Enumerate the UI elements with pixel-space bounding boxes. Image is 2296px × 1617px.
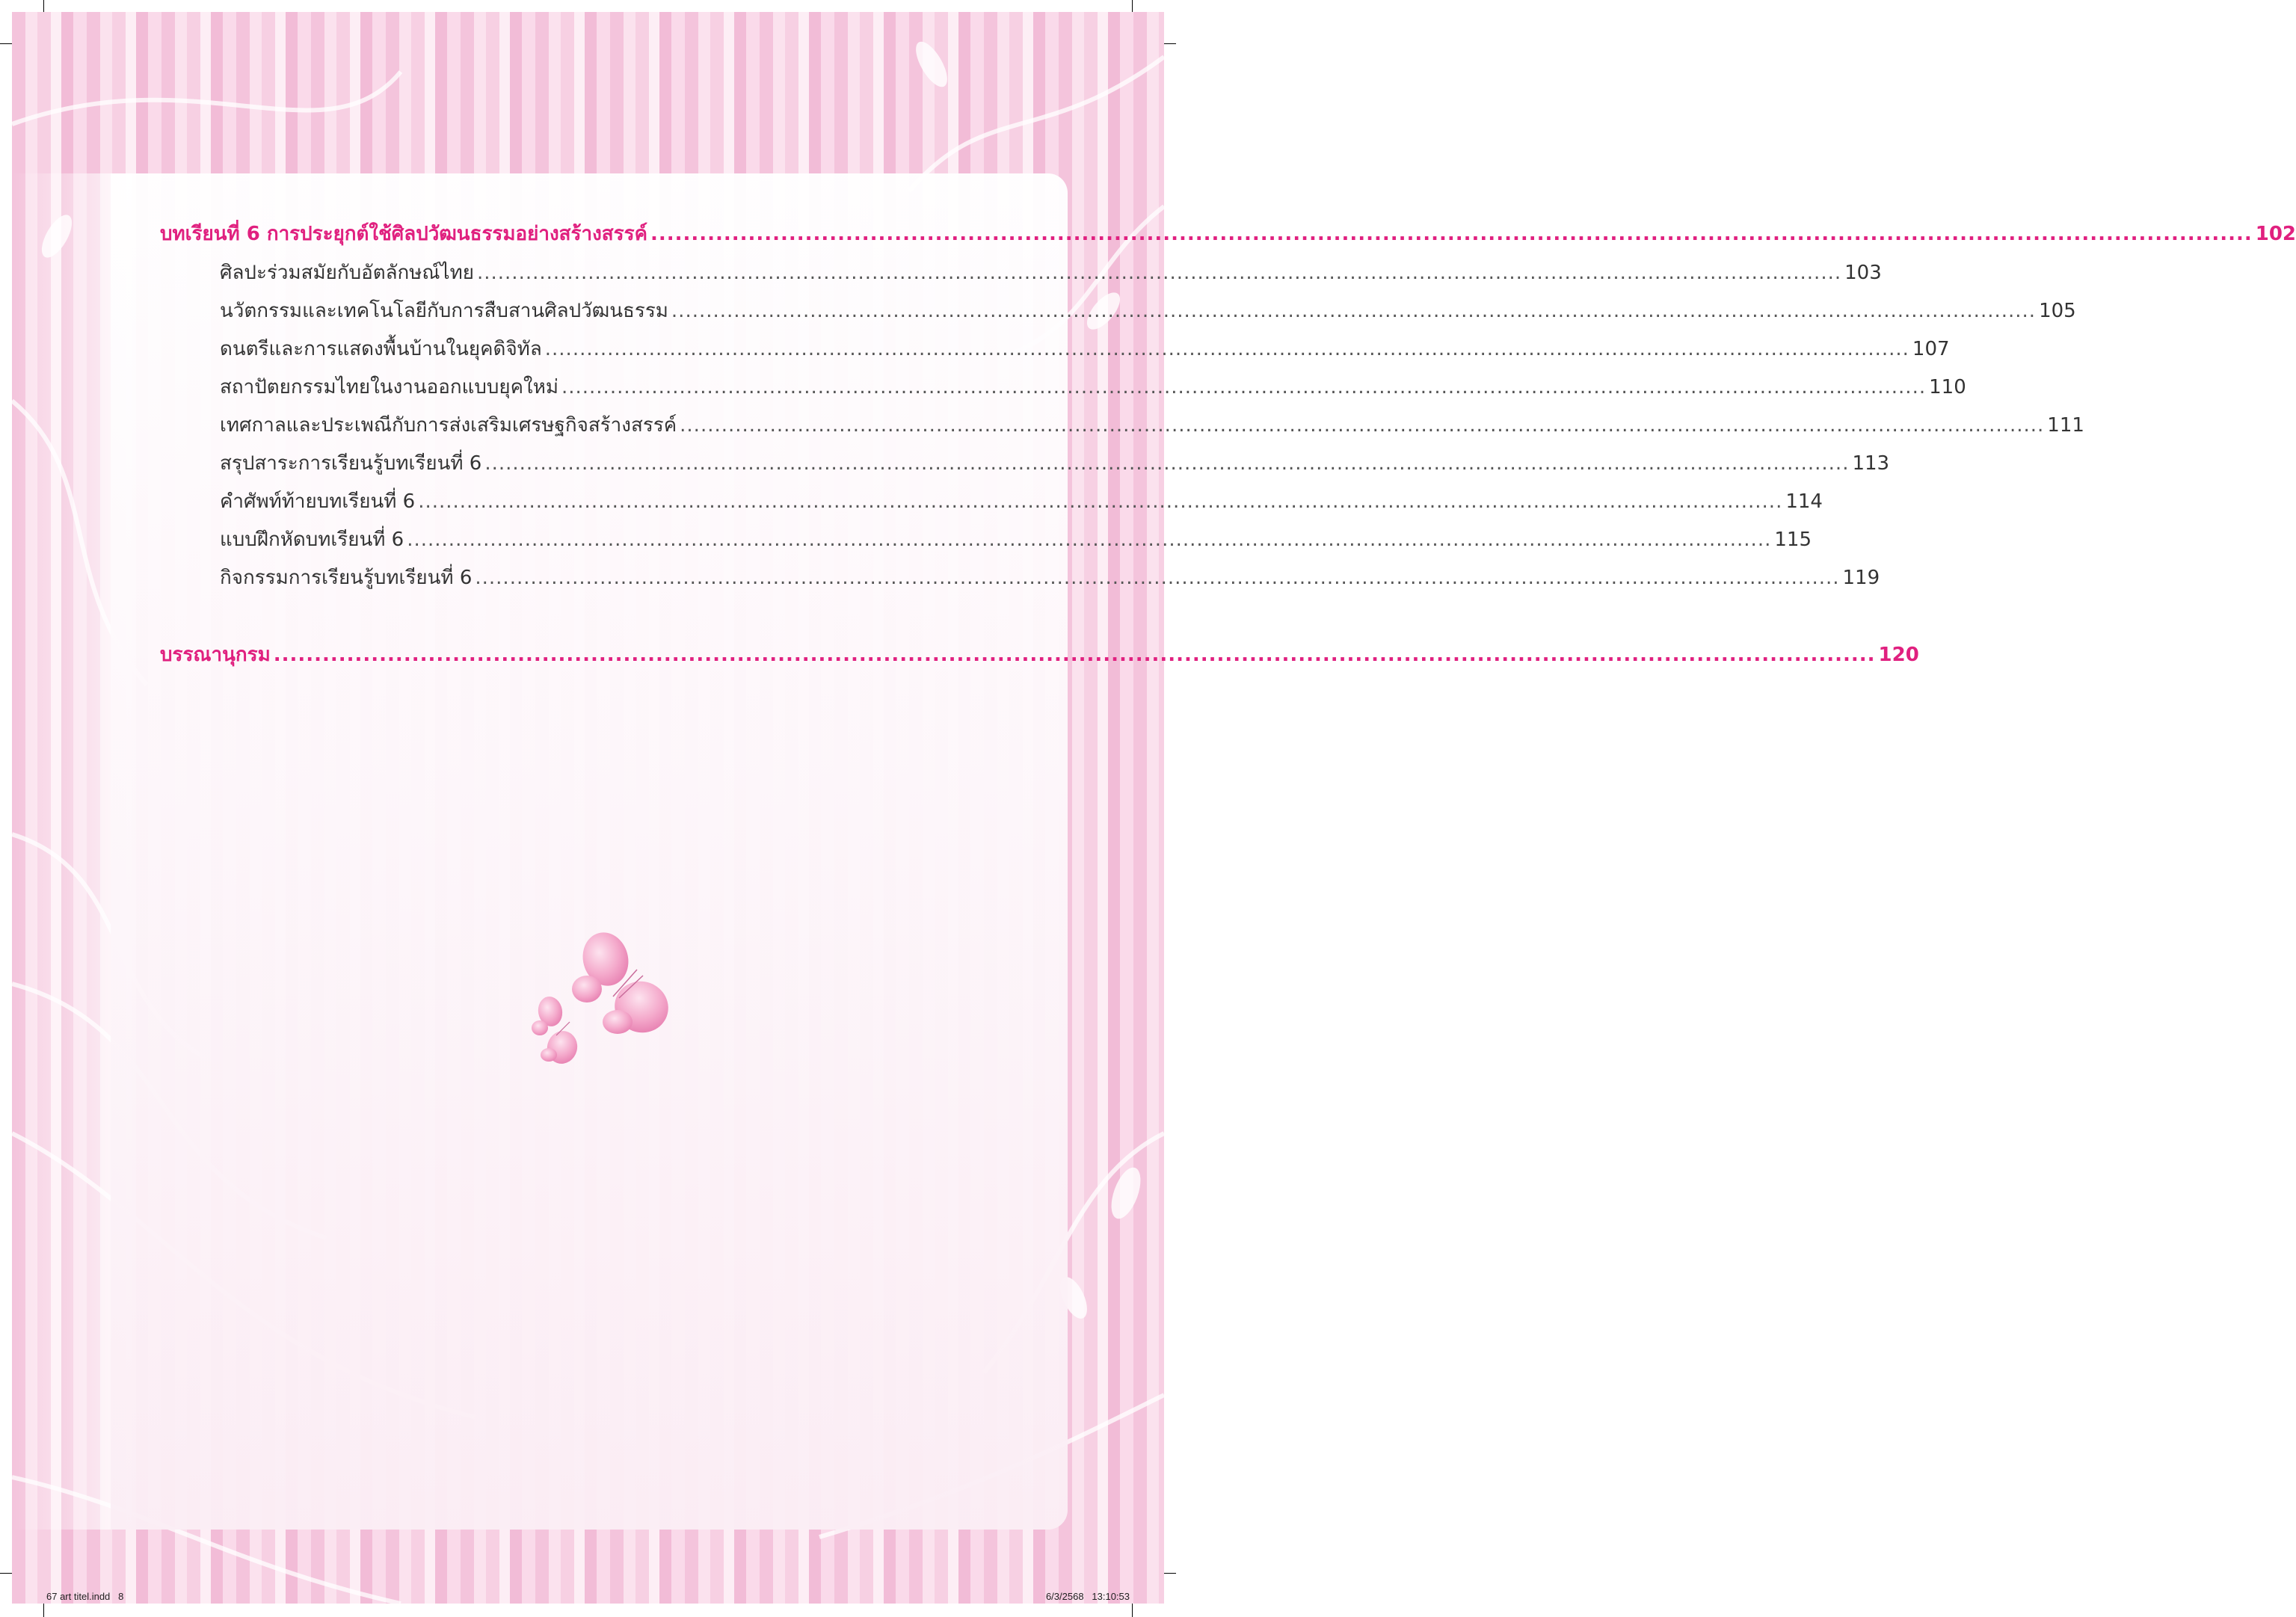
toc-item-label: นวัตกรรมและเทคโนโลยีกับการสืบสานศิลปวัฒนธรรม [220,300,668,322]
toc-item-label: คำศัพท์ท้ายบทเรียนที่ 6 [220,490,416,513]
toc-item[interactable] [160,295,2076,333]
toc-page-number: 107 [1912,338,1950,360]
toc-page-number: 103 [1844,262,1882,284]
toc-item[interactable] [160,257,1882,295]
dot-leader: ..................................................................................................................................................................................................... [418,490,1783,513]
toc-item[interactable] [160,372,1966,410]
toc-page-number: 114 [1785,490,1823,513]
toc-page-number: 119 [1842,567,1880,589]
toc-item-label: ดนตรีและการแสดงพื้นบ้านในยุคดิจิทัล [220,338,542,360]
toc-item-label: แบบฝึกหัดบทเรียนที่ 6 [220,529,404,551]
toc-page-number: 111 [2047,414,2084,437]
toc-chapter-title: บทเรียนที่ 6 การประยุกต์ใช้ศิลปวัฒนธรรมอย่างสร้างสรรค์ [160,223,647,245]
slug-filename: 67 art titel.indd 8 [46,1591,124,1602]
toc-page-number: 120 [1878,644,1919,666]
dot-leader: ..................................................................................................................................................................................................... [544,338,1909,360]
toc-item[interactable] [160,486,1823,524]
toc-index-row[interactable] [160,639,1919,678]
toc-page-number: 113 [1852,452,1890,475]
toc-page-number: 102 [2255,223,2296,245]
butterfly-illustration [523,931,680,1073]
dot-leader: ..................................................................................................................................................................................................... [476,262,1842,284]
toc-page-number: 115 [1774,529,1812,551]
dot-leader: ..................................................................................................................................................................................................... [407,529,1772,551]
toc-page-number: 105 [2039,300,2076,322]
dot-leader: ..................................................................................................................................................................................................... [484,452,1850,475]
toc-chapter-row[interactable] [160,218,2296,257]
dot-leader: ..................................................................................................................................................................................................... [561,376,1927,398]
toc-item-label: กิจกรรมการเรียนรู้บทเรียนที่ 6 [220,567,473,589]
slug-timestamp: 6/3/2568 13:10:53 [1045,1591,1130,1602]
toc-item-label: สถาปัตยกรรมไทยในงานออกแบบยุคใหม่ [220,376,558,398]
toc-item-label: ศิลปะร่วมสมัยกับอัตลักษณ์ไทย [220,262,474,284]
toc-item[interactable] [160,410,2084,448]
table-of-contents [160,218,2296,678]
toc-item-label: เทศกาลและประเพณีกับการส่งเสริมเศรษฐกิจสร้างสรรค์ [220,414,677,437]
dot-leader: ..................................................................................................................................................................................................... [475,567,1840,589]
toc-index-title: บรรณานุกรม [160,644,271,666]
toc-item[interactable] [160,524,1812,562]
dot-leader: ..................................................................................................................................................................................................... [650,223,2253,245]
toc-item[interactable] [160,562,1880,600]
butterfly-large-icon [572,927,675,1040]
dot-leader: ..................................................................................................................................................................................................... [680,414,2045,437]
dot-leader: ..................................................................................................................................................................................................... [273,644,1876,666]
butterfly-small-icon [532,995,581,1068]
toc-item[interactable] [160,333,1950,372]
toc-item-label: สรุปสาระการเรียนรู้บทเรียนที่ 6 [220,452,482,475]
dot-leader: ..................................................................................................................................................................................................... [671,300,2037,322]
toc-page-number: 110 [1929,376,1966,398]
toc-item[interactable] [160,448,1890,486]
